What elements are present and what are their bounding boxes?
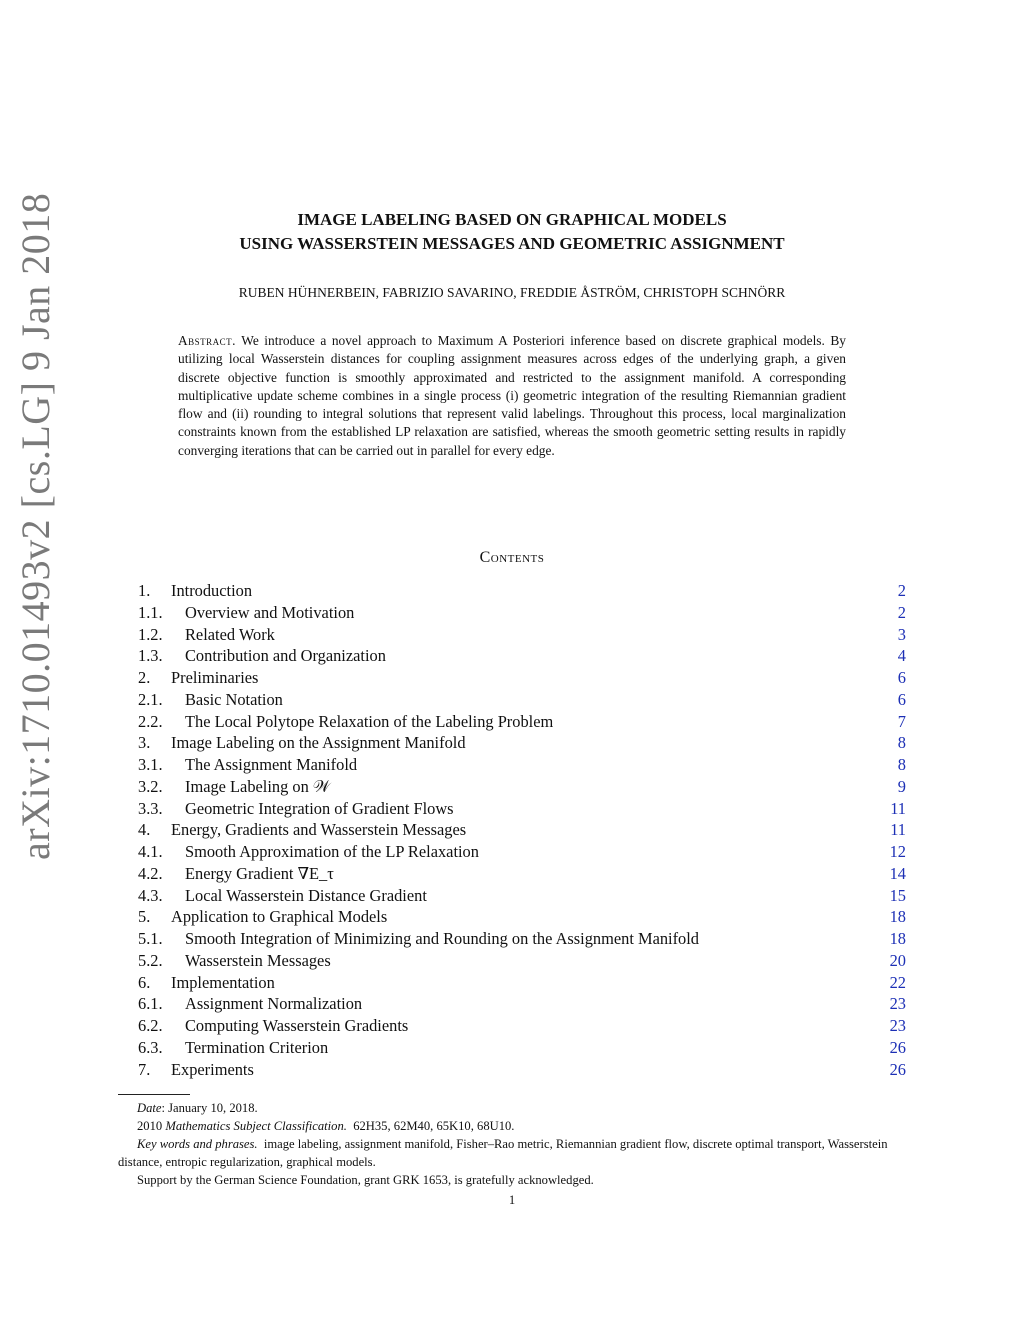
toc-entry[interactable] bbox=[138, 1015, 906, 1037]
toc-entry[interactable] bbox=[138, 1037, 906, 1059]
toc-entry[interactable] bbox=[138, 885, 906, 907]
toc-entry-number: 6.2. bbox=[138, 1016, 163, 1035]
toc-entry-number: 7. bbox=[138, 1059, 151, 1079]
toc-page-link[interactable]: 23 bbox=[889, 994, 906, 1014]
arxiv-identifier-stamp: arXiv:1710.01493v2 [cs.LG] 9 Jan 2018 bbox=[13, 192, 58, 860]
toc-entry-number: 3.2. bbox=[138, 776, 163, 796]
toc-page-link[interactable]: 7 bbox=[897, 711, 906, 731]
toc-entry-number: 6.3. bbox=[138, 1037, 163, 1057]
toc-page-link[interactable]: 11 bbox=[890, 798, 906, 818]
toc-entry[interactable] bbox=[138, 972, 906, 994]
toc-entry-number: 4.1. bbox=[138, 842, 163, 861]
abstract-label: Abstract. bbox=[178, 333, 237, 348]
footnotes bbox=[118, 1099, 906, 1189]
toc-entry-number: 2. bbox=[138, 668, 151, 687]
toc-entry-label: Assignment Normalization bbox=[185, 994, 363, 1014]
toc-entry[interactable] bbox=[138, 863, 906, 885]
toc-entry-number: 5.2. bbox=[138, 950, 163, 970]
toc-entry-number: 6.1. bbox=[138, 994, 163, 1014]
toc-page-link[interactable]: 18 bbox=[889, 929, 906, 948]
toc-entry-number: 6. bbox=[138, 972, 151, 992]
author-list: RUBEN HÜHNERBEIN, FABRIZIO SAVARINO, FREDDIE ÅSTRÖM, CHRISTOPH SCHNÖRR bbox=[238, 285, 786, 300]
toc-entry[interactable] bbox=[138, 711, 906, 733]
toc-entry-label: Computing Wasserstein Gradients bbox=[185, 1016, 409, 1035]
toc-entry-number: 1.1. bbox=[138, 602, 163, 622]
toc-entry-label: Overview and Motivation bbox=[185, 602, 355, 622]
toc-entry-number: 2.2. bbox=[138, 711, 163, 731]
toc-entry-number: 4.2. bbox=[138, 863, 163, 883]
toc-entry-label: Experiments bbox=[171, 1059, 254, 1079]
toc-page-link[interactable]: 15 bbox=[889, 885, 906, 905]
toc-entry[interactable] bbox=[138, 732, 906, 754]
toc-entry[interactable] bbox=[138, 580, 906, 602]
toc-entry-label: Contribution and Organization bbox=[185, 646, 386, 666]
toc-entry-label: Basic Notation bbox=[185, 689, 283, 709]
toc-entry[interactable] bbox=[138, 928, 906, 950]
toc-entry-number: 1.3. bbox=[138, 646, 163, 666]
toc-page-link[interactable]: 20 bbox=[889, 950, 906, 970]
abstract-text: We introduce a novel approach to Maximum A Posteriori inference based on discrete graphical models. By utilizing local Wasserstein distances for coupling assignment measures across edges of the underlying graph, a given discrete objective function is smoothly approximated and restricted to the assignment manifold. A corresponding multiplicative update scheme combines in a single process (i) geometric integration of the resulting Riemannian gradient flow and (ii) rounding to integral solutions that represent valid labelings. Throughout this process, local marginalization constraints known from the established LP relaxation are satisfied, whereas the smooth geometric setting results in rapidly converging iterations that can be carried out in parallel for every edge. bbox=[178, 333, 846, 458]
msc-footnote: 2010 Mathematics Subject Classification. 62H35, 62M40, 65K10, 68U10. bbox=[137, 1119, 515, 1133]
abstract bbox=[178, 332, 846, 460]
toc-entry-label: The Local Polytope Relaxation of the Labeling Problem bbox=[185, 711, 554, 731]
contents-heading: Contents bbox=[479, 549, 545, 566]
toc-entry[interactable] bbox=[138, 645, 906, 667]
toc-entry[interactable] bbox=[138, 754, 906, 776]
toc-entry-label: Introduction bbox=[171, 581, 253, 600]
toc-page-link[interactable]: 22 bbox=[889, 972, 906, 992]
toc-page-link[interactable]: 3 bbox=[897, 624, 906, 644]
toc-entry-label: Wasserstein Messages bbox=[185, 950, 331, 970]
toc-entry[interactable] bbox=[138, 950, 906, 972]
toc-entry-label: Smooth Integration of Minimizing and Rounding on the Assignment Manifold bbox=[185, 929, 699, 948]
toc-entry[interactable] bbox=[138, 993, 906, 1015]
table-of-contents bbox=[138, 580, 906, 1080]
toc-entry[interactable] bbox=[138, 667, 906, 689]
toc-entry-number: 5. bbox=[138, 907, 151, 927]
toc-page-link[interactable]: 12 bbox=[889, 842, 906, 861]
paper-title bbox=[0, 208, 1024, 256]
toc-entry[interactable] bbox=[138, 689, 906, 711]
footnote-rule bbox=[118, 1094, 190, 1095]
toc-entry-number: 3. bbox=[138, 733, 151, 753]
toc-entry[interactable] bbox=[138, 602, 906, 624]
date-footnote: Date: January 10, 2018. bbox=[137, 1101, 258, 1115]
toc-page-link[interactable]: 23 bbox=[889, 1016, 906, 1035]
toc-entry-label: Application to Graphical Models bbox=[171, 907, 388, 927]
toc-entry-number: 5.1. bbox=[138, 929, 163, 948]
toc-page-link[interactable]: 8 bbox=[897, 733, 906, 753]
toc-entry[interactable] bbox=[138, 624, 906, 646]
toc-page-link[interactable]: 2 bbox=[897, 581, 906, 600]
toc-entry-label: Energy, Gradients and Wasserstein Messages bbox=[171, 820, 467, 840]
toc-page-link[interactable]: 9 bbox=[897, 776, 906, 796]
toc-page-link[interactable]: 6 bbox=[897, 689, 906, 709]
toc-entry-number: 3.3. bbox=[138, 798, 163, 818]
support-footnote: Support by the German Science Foundation, grant GRK 1653, is gratefully acknowledged. bbox=[137, 1173, 594, 1187]
toc-entry-number: 1. bbox=[138, 581, 151, 600]
toc-entry-label: Related Work bbox=[185, 624, 275, 644]
toc-entry[interactable] bbox=[138, 819, 906, 841]
toc-entry[interactable] bbox=[138, 776, 906, 798]
keywords-footnote: Key words and phrases. image labeling, assignment manifold, Fisher–Rao metric, Riemannian gradient flow, discrete optimal transport, Wasserstein distance, entropic regularization, graphical models. bbox=[118, 1137, 888, 1169]
toc-entry-label: Smooth Approximation of the LP Relaxation bbox=[185, 842, 479, 861]
toc-entry-number: 1.2. bbox=[138, 624, 163, 644]
title-line-1: IMAGE LABELING BASED ON GRAPHICAL MODELS bbox=[297, 210, 727, 229]
toc-page-link[interactable]: 8 bbox=[897, 755, 906, 774]
toc-page-link[interactable]: 14 bbox=[889, 863, 906, 883]
toc-page-link[interactable]: 4 bbox=[897, 646, 906, 666]
toc-entry-label: The Assignment Manifold bbox=[185, 755, 358, 774]
title-line-2: USING WASSERSTEIN MESSAGES AND GEOMETRIC ASSIGNMENT bbox=[239, 234, 785, 253]
toc-entry-number: 4. bbox=[138, 820, 151, 840]
toc-entry-label: Image Labeling on the Assignment Manifold bbox=[171, 733, 466, 753]
toc-entry[interactable] bbox=[138, 841, 906, 863]
toc-entry-label: Implementation bbox=[171, 972, 275, 992]
toc-entry-label: Local Wasserstein Distance Gradient bbox=[185, 885, 427, 905]
page-number: 1 bbox=[508, 1193, 516, 1207]
toc-entry-number: 4.3. bbox=[138, 885, 163, 905]
toc-entry[interactable] bbox=[138, 906, 906, 928]
toc-entry-label: Preliminaries bbox=[171, 668, 259, 687]
toc-page-link[interactable]: 26 bbox=[889, 1059, 906, 1079]
toc-page-link[interactable]: 11 bbox=[890, 820, 906, 840]
toc-entry[interactable] bbox=[138, 1059, 906, 1081]
toc-entry-label: Image Labeling on 𝒲 bbox=[185, 776, 331, 796]
toc-entry-label: Geometric Integration of Gradient Flows bbox=[185, 798, 454, 818]
toc-entry-number: 3.1. bbox=[138, 755, 163, 774]
toc-page-link[interactable]: 6 bbox=[897, 668, 906, 687]
toc-entry-label: Termination Criterion bbox=[185, 1037, 329, 1057]
toc-entry[interactable] bbox=[138, 798, 906, 820]
toc-page-link[interactable]: 18 bbox=[889, 907, 906, 927]
toc-entry-number: 2.1. bbox=[138, 689, 163, 709]
toc-entry-label: Energy Gradient ∇E_τ bbox=[185, 863, 334, 883]
toc-page-link[interactable]: 26 bbox=[889, 1037, 906, 1057]
toc-page-link[interactable]: 2 bbox=[897, 602, 906, 622]
